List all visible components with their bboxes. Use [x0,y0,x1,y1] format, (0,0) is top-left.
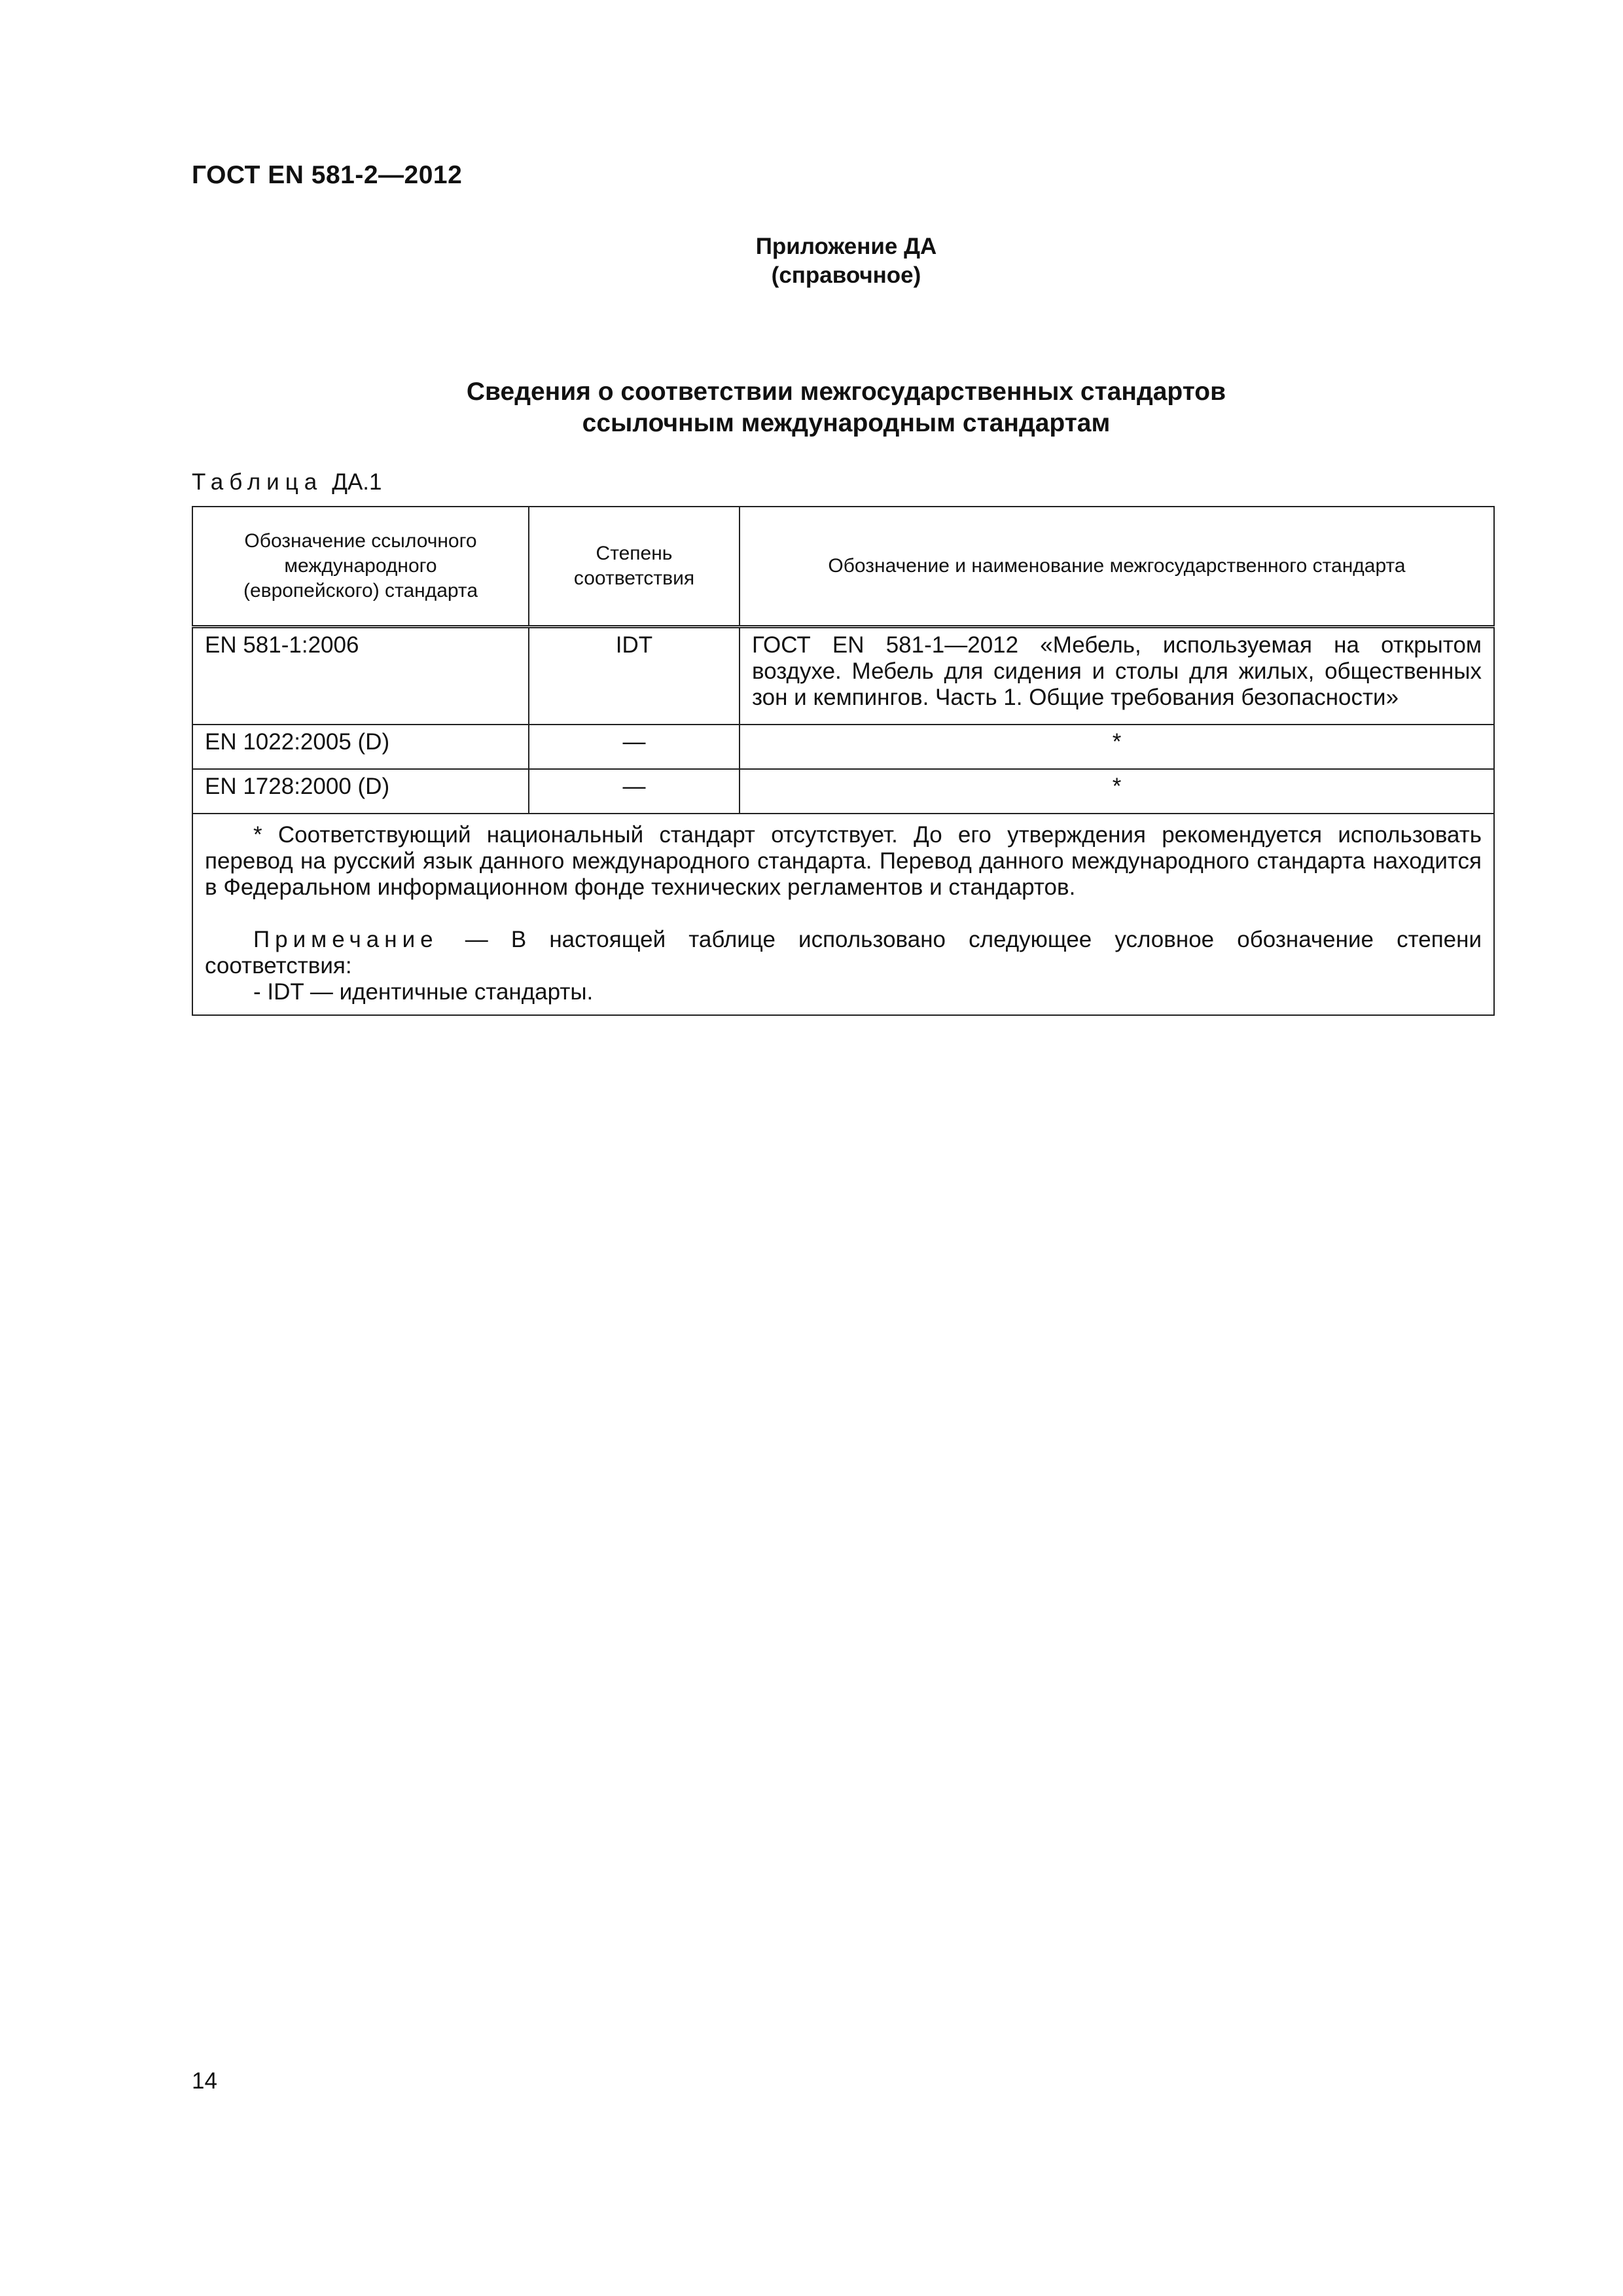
cell-standard-name: * [740,769,1494,814]
note-text: — В настоящей таблице использовано следующее условное обозначение степени соответствия: [205,927,1482,978]
note-paragraph [205,927,1482,979]
table-header-row [192,507,1494,627]
table-caption-word: Таблица [192,469,323,495]
cell-degree: — [529,769,740,814]
footnote-text: * Соответствующий национальный стандарт отсутствует. До его утверждения рекомендуется использовать перевод на русский язык данного международного стандарта. Перевод данного международного стандарта находится в Федеральном информационном фонде технических регламентов и стандартов. [205,822,1482,900]
section-title-line-1: Сведения о соответствии межгосударственных стандартов [466,378,1226,406]
section-title [0,376,1623,439]
appendix-heading [0,232,1623,290]
cell-reference: EN 1022:2005 (D) [192,725,529,769]
cell-reference: EN 1728:2000 (D) [192,769,529,814]
standards-table [192,506,1495,1016]
table-footnote-row [192,814,1494,1015]
cell-standard-name: * [740,725,1494,769]
appendix-title: Приложение ДА [755,234,937,259]
cell-reference: EN 581-1:2006 [192,627,529,725]
header-interstate-standard: Обозначение и наименование межгосударственного стандарта [740,507,1494,627]
table-caption [192,469,382,495]
appendix-kind: (справочное) [771,262,921,288]
note-list-item: - IDT — идентичные стандарты. [253,979,594,1005]
note-label: Примечание [253,927,438,952]
cell-standard-name: ГОСТ EN 581-1—2012 «Мебель, используемая на открытом воздухе. Мебель для сидения и столы для жилых, общественных зон и кемпингов. Часть 1. Общие требования безопасности» [740,627,1494,725]
page-number: 14 [192,2068,217,2094]
table-row [192,769,1494,814]
cell-degree: — [529,725,740,769]
table-footnote-cell [192,814,1494,1015]
table-caption-number: ДА.1 [332,469,382,495]
table-row [192,627,1494,725]
cell-degree: IDT [529,627,740,725]
table-row [192,725,1494,769]
section-title-line-2: ссылочным международным стандартам [582,409,1111,437]
document-header: ГОСТ EN 581-2—2012 [192,161,463,189]
header-degree: Степень соответствия [529,507,740,627]
header-reference-standard: Обозначение ссылочного международного (европейского) стандарта [192,507,529,627]
